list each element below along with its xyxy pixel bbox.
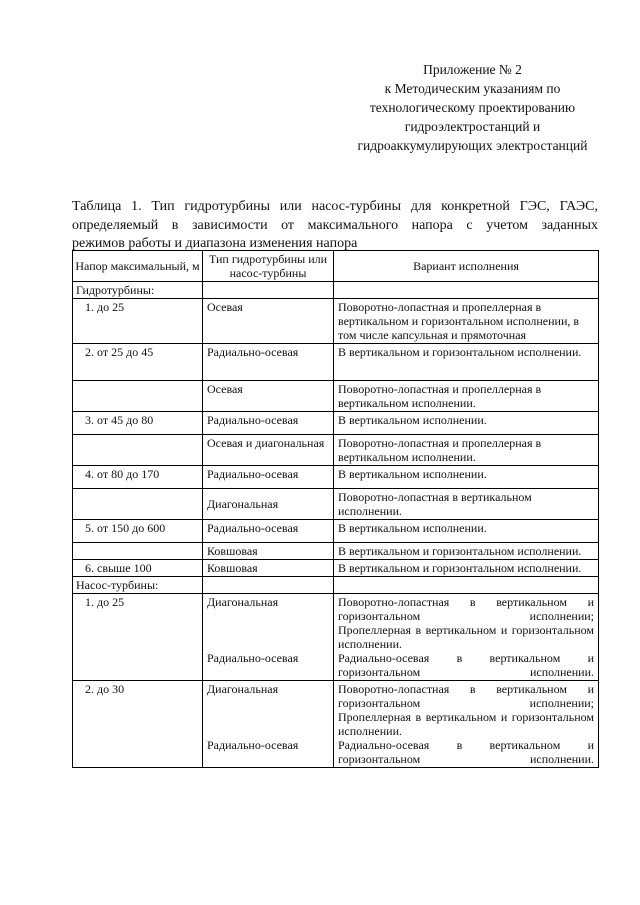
- variant-cell: В вертикальном исполнении.: [334, 520, 599, 543]
- table-row: [73, 489, 599, 520]
- variant-cell: [334, 594, 599, 681]
- header-variant: Вариант исполнения: [334, 251, 599, 282]
- table-row: [73, 560, 599, 577]
- variant-line: Поворотно-лопастная в вертикальном и горизонтальном исполнении;: [338, 682, 594, 710]
- table-row: [73, 344, 599, 381]
- appendix-line: гидроэлектростанций и: [404, 119, 541, 134]
- appendix-line: гидроаккумулирующих электростанций: [357, 138, 588, 153]
- head-cell: 4. от 80 до 170: [73, 466, 203, 489]
- variant-cell: [334, 681, 599, 768]
- type-a: Диагональная: [207, 595, 279, 609]
- section-label: Гидротурбины:: [73, 282, 203, 299]
- appendix-line: технологическому проектированию: [369, 100, 576, 115]
- type-cell: [203, 594, 334, 681]
- variant-line: Радиально-осевая в вертикальном и горизонтальном исполнении.: [338, 738, 594, 766]
- table-row: [73, 299, 599, 344]
- head-cell: 3. от 45 до 80: [73, 412, 203, 435]
- variant-cell: В вертикальном исполнении.: [334, 466, 599, 489]
- type-cell: [203, 681, 334, 768]
- table-row: [73, 594, 599, 681]
- header-type: Тип гидротурбины или насос-турбины: [203, 251, 334, 282]
- head-cell: 2. до 30: [73, 681, 203, 768]
- head-cell: [73, 435, 203, 466]
- head-cell: [73, 489, 203, 520]
- variant-cell: Поворотно-лопастная и пропеллерная в вертикальном и горизонтальном исполнении, в том числе капсульная и прямоточная: [334, 299, 599, 344]
- type-a: Диагональная: [207, 682, 279, 696]
- variant-line: Пропеллерная в вертикальном и горизонтальном исполнении.: [338, 710, 594, 738]
- section-row-pumps: [73, 577, 599, 594]
- appendix-header: [330, 60, 615, 155]
- section-label: Насос-турбины:: [73, 577, 203, 594]
- table-row: [73, 435, 599, 466]
- head-cell: 5. от 150 до 600: [73, 520, 203, 543]
- type-cell: Осевая и диагональная: [203, 435, 334, 466]
- variant-cell: В вертикальном и горизонтальном исполнении.: [334, 560, 599, 577]
- turbine-type-table: [72, 250, 599, 768]
- variant-cell: Поворотно-лопастная в вертикальном исполнении.: [334, 489, 599, 520]
- type-cell: Радиально-осевая: [203, 412, 334, 435]
- type-b: Радиально-осевая: [207, 651, 299, 665]
- table-header-row: [73, 251, 599, 282]
- head-cell: 6. свыше 100: [73, 560, 203, 577]
- head-cell: [73, 381, 203, 412]
- appendix-title: Приложение № 2: [423, 62, 522, 77]
- table-row: [73, 381, 599, 412]
- caption-line: режимов работы и диапазона изменения напора: [72, 236, 358, 251]
- table-row: [73, 681, 599, 768]
- variant-cell: В вертикальном и горизонтальном исполнении.: [334, 543, 599, 560]
- head-cell: [73, 543, 203, 560]
- type-cell: Диагональная: [203, 489, 334, 520]
- appendix-line: к Методическим указаниям по: [384, 81, 561, 96]
- type-cell: Радиально-осевая: [203, 520, 334, 543]
- table-row: [73, 466, 599, 489]
- type-cell: Ковшовая: [203, 543, 334, 560]
- table-row: [73, 543, 599, 560]
- table-row: [73, 520, 599, 543]
- type-cell: Ковшовая: [203, 560, 334, 577]
- variant-line: Радиально-осевая в вертикальном и горизонтальном исполнении.: [338, 651, 594, 679]
- head-cell: 1. до 25: [73, 299, 203, 344]
- table-row: [73, 412, 599, 435]
- variant-cell: Поворотно-лопастная и пропеллерная в вертикальном исполнении.: [334, 381, 599, 412]
- head-cell: 1. до 25: [73, 594, 203, 681]
- variant-cell: Поворотно-лопастная и пропеллерная в вертикальном исполнении.: [334, 435, 599, 466]
- section-row-turbines: [73, 282, 599, 299]
- caption-line: определяемый в зависимости от максимального напора с учетом заданных: [72, 217, 598, 233]
- header-head: Напор максимальный, м: [73, 251, 203, 282]
- type-cell: Осевая: [203, 299, 334, 344]
- caption-line: Таблица 1. Тип гидротурбины или насос-турбины для конкретной ГЭС, ГАЭС,: [72, 199, 598, 214]
- table-caption: [72, 198, 598, 254]
- type-cell: Радиально-осевая: [203, 344, 334, 381]
- variant-cell: В вертикальном и горизонтальном исполнении.: [334, 344, 599, 381]
- head-cell: 2. от 25 до 45: [73, 344, 203, 381]
- type-cell: Радиально-осевая: [203, 466, 334, 489]
- variant-line: Поворотно-лопастная в вертикальном и горизонтальном исполнении;: [338, 595, 594, 623]
- variant-cell: В вертикальном исполнении.: [334, 412, 599, 435]
- variant-line: Пропеллерная в вертикальном и горизонтальном исполнении.: [338, 623, 594, 651]
- type-cell: Осевая: [203, 381, 334, 412]
- type-b: Радиально-осевая: [207, 738, 299, 752]
